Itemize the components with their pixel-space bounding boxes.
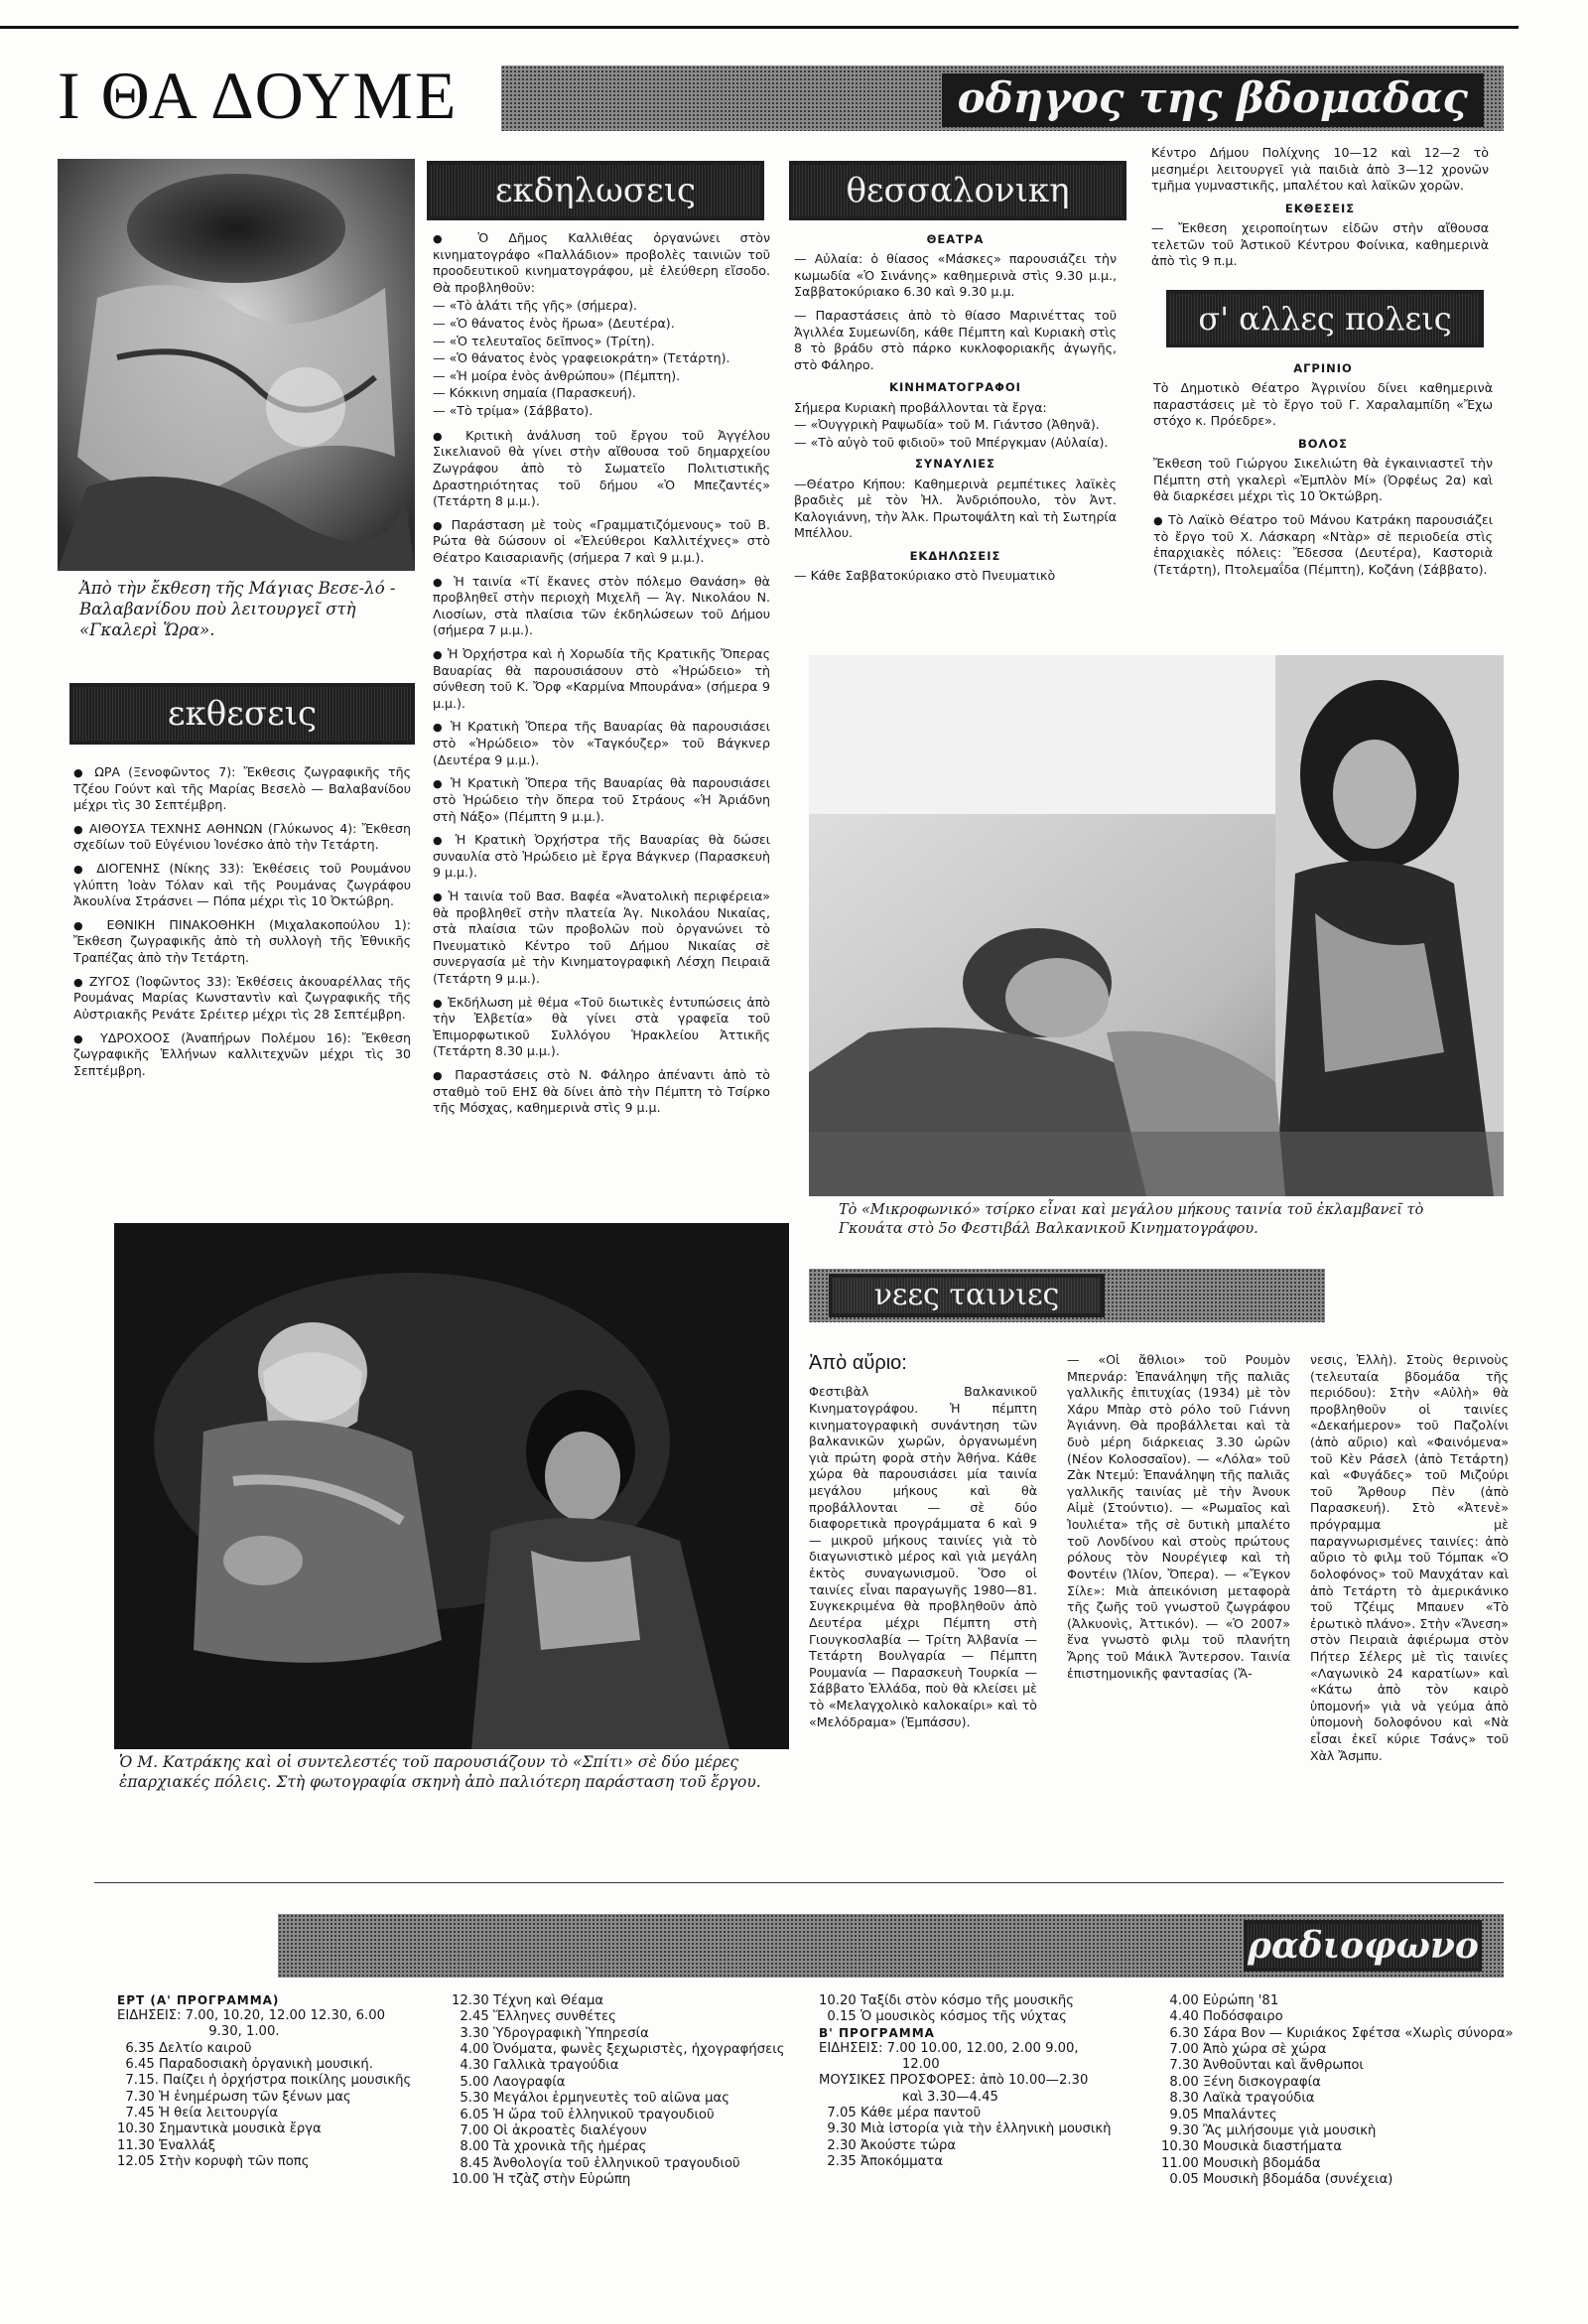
volos-subhead: ΒΟΛΟΣ: [1297, 437, 1349, 451]
radio-schedule-line: 4.00 Εὐρώπη '81: [1161, 1993, 1279, 2008]
film-item: — «Ἡ μοίρα ἑνὸς ἀνθρώπου» (Πέμπτη).: [433, 367, 681, 383]
radio-schedule-line: ΕΙΔΗΣΕΙΣ: 7.00 10.00, 12.00, 2.00 9.00,: [819, 2040, 1079, 2056]
event-item: ● Ἡ Κρατικὴ Ὄπερα τῆς Βαυαρίας θὰ παρουσιάσει στὸ Ἡρώδειο τὴν ὄπερα τοῦ Στράους «Ἡ Ἀριάδνη στὴ Νάξο» (Πέμπτη 9 μ.μ.).: [433, 775, 770, 825]
event-intro: ● Ὁ Δῆμος Καλλιθέας ὀργανώνει στὸν κινηματογράφο «Παλλάδιον» προβολὲς ταινιῶν τοῦ προοδευτικοῦ κινηματογράφου, μὲ ἐλεύθερη εἴσοδο. Θὰ προβληθοῦν:: [433, 230, 770, 296]
new-films-column-3: [1310, 1352, 1509, 1771]
ektheseis-column: [73, 764, 411, 1086]
film-item: — «Ὁ θάνατος ἑνὸς ἥρωα» (Δευτέρα).: [433, 316, 675, 332]
radio-schedule-line: 7.45 Ἡ θεία λειτουργία: [117, 2106, 279, 2121]
radio-schedule-line: 7.00 Οἱ ἀκροατὲς διαλέγουν: [452, 2122, 647, 2138]
agrinio-subhead: ΑΓΡΙΝΙΟ: [1293, 361, 1353, 375]
theatre-scene-photo: [114, 1223, 789, 1749]
theatre-scene-caption: Ὁ Μ. Κατράκης καὶ οἱ συντελεστές τοῦ παρουσιάζουν τὸ «Σπίτι» σὲ δύο μέρες ἐπαρχιακές πόλεις. Στὴ φωτογραφία σκηνὴ ἀπὸ παλιότερη παράσταση τοῦ ἔργου.: [119, 1753, 761, 1791]
event-item: ● Παραστάσεις στὸ Ν. Φάληρο ἀπέναντι ἀπὸ τὸ σταθμὸ τοῦ ΕΗΣ θὰ δίνει ἀπὸ τὴν Πέμπτη τὸ Τσίρκο τῆς Μόσχας, καθημερινὰ στὶς 9 μ.μ.: [433, 1067, 770, 1117]
radio-schedule-line: 8.45 Ἀνθολογία τοῦ ἑλληνικοῦ τραγουδιοῦ: [452, 2155, 740, 2171]
film-item: — «Τὸ τρίμα» (Σάββατο).: [433, 403, 594, 419]
radio-column-1: [117, 1993, 445, 2170]
section-header-nees-tainies: νεες ταινιες: [829, 1274, 1105, 1317]
radio-schedule-line: 9.30 Μιὰ ἱστορία γιὰ τὴν ἑλληνικὴ μουσικὴ: [819, 2121, 1112, 2137]
concert-item: —Θέατρο Κήπου: Καθημερινὰ ρεμπέτικες λαϊκὲς βραδιὲς μὲ τὸν Ἠλ. Ἀνδριόπουλο, τὸν Ἀντ. Καλογιάννη, τὴν Ἀλκ. Πρωτοψάλτη καὶ τὴ Σωτηρία Μπέλλου.: [794, 476, 1117, 541]
section-header-radiofono: ραδιοφωνο: [1244, 1920, 1482, 1972]
events-subhead: ΕΚΔΗΛΩΣΕΙΣ: [909, 549, 1001, 564]
radio-schedule-line: 11.30 Ἐναλλάξ: [117, 2137, 216, 2153]
weekly-guide-label: οδηγος της βδομαδας: [942, 73, 1484, 127]
laiko-theatro-item: ● Τὸ Λαϊκὸ Θέατρο τοῦ Μάνου Κατράκη παρουσιάζει τὸ ἔργο τοῦ Χ. Λάσκαρη «Ντὰρ» σὲ περιοδεία στὶς ἐπαρχιακὲς πόλεις: Ἔδεσσα (Δευτέρα), Καστοριὰ (Τετάρτη), Πτολεμαΐδα (Πέμπτη), Κοζάνη (Σάββατο).: [1153, 512, 1493, 578]
radio-schedule-line: 6.05 Ἡ ὥρα τοῦ ἑλληνικοῦ τραγουδιοῦ: [452, 2107, 715, 2122]
exhibitions-subhead: ΕΚΘΕΣΕΙΣ: [1284, 201, 1356, 215]
exhibition-item: ● ΕΘΝΙΚΗ ΠΙΝΑΚΟΘΗΚΗ (Μιχαλακοπούλου 1): Ἔκθεση ζωγραφικῆς ἀπὸ τὴ συλλογὴ τῆς Ἐθνικῆς Τραπέζας ἀπὸ τὴν Τετάρτη.: [73, 917, 411, 967]
radio-schedule-line: 8.00 Ξένη δισκογραφία: [1161, 2074, 1321, 2090]
exhibition-photo-caption: Ἀπὸ τὴν ἔκθεση τῆς Μάγιας Βεσε-λό - Βαλαβανίδου ποὺ λειτουργεῖ στὴ «Γκαλερὶ Ὥρα».: [79, 579, 396, 640]
section-divider: [94, 1882, 1504, 1883]
radio-schedule-line: 10.30 Σημαντικὰ μουσικὰ ἔργα: [117, 2121, 322, 2137]
right-column-top: [1151, 145, 1489, 277]
thessaloniki-column: [794, 226, 1117, 592]
radio-schedule-line: 2.45 Ἕλληνες συνθέτες: [452, 2009, 616, 2025]
masthead-title: Ι ΘΑ ΔΟΥΜΕ: [58, 58, 459, 133]
section-header-thessaloniki: θεσσαλονικη: [789, 161, 1126, 220]
agrinio-item: Τὸ Δημοτικὸ Θέατρο Ἀγρινίου δίνει καθημερινὰ παραστάσεις μὲ τὸ ἔργο τοῦ Γ. Χαραλαμπίδη «Ἔχω στόχο κ. Πρόεδρε».: [1153, 380, 1493, 429]
radio-column-2: [452, 1993, 799, 2188]
cinema-item: — «Τὸ αὐγὸ τοῦ φιδιοῦ» τοῦ Μπέργκμαν (Αὐλαία).: [794, 434, 1109, 450]
exhibition-item: ● ΩΡΑ (Ξενοφῶντος 7): Ἔκθεσις ζωγραφικῆς τῆς Τζέου Γούντ καὶ τῆς Μαρίας Βεσελὸ — Βαλαβανίδου μέχρι τὶς 30 Σεπτέμβρη.: [73, 764, 411, 814]
radio-schedule-line: 7.30 Ἀνθοῦνται καὶ ἄνθρωποι: [1161, 2058, 1364, 2074]
exhibition-item: ● ΥΔΡΟΧΟΟΣ (Ἀναπήρων Πολέμου 16): Ἔκθεση ζωγραφικῆς Ἑλλήνων καλλιτεχνῶν μέχρι τὶς 30 Σεπτέμβρη.: [73, 1030, 411, 1080]
event-item: ● Ἡ ταινία «Τί ἔκανες στὸν πόλεμο Θανάση» θὰ προβληθεῖ στὴν περιοχὴ Μιχελῆ — Ἁγ. Νικολάου Ν. Λιοσίων, στὰ πλαίσια τῶν ἐκδηλώσεων τοῦ Δήμου (σήμερα 7 μ.μ.).: [433, 574, 770, 639]
section-band-radiofono: [278, 1914, 1504, 1978]
radio-schedule-line: 11.00 Μουσικὴ βδομάδα: [1161, 2155, 1321, 2171]
film-item: — Κόκκινη σημαία (Παρασκευή).: [433, 385, 636, 401]
radio-schedule-line: 6.30 Σάρα Βον — Κυριάκος Σφέτσα «Χωρὶς σύνορα»: [1161, 2025, 1514, 2041]
radio-schedule-line: 0.05 Μουσικὴ βδομάδα (συνέχεια): [1161, 2171, 1393, 2187]
radio-column-3: [819, 1993, 1156, 2170]
radio-schedule-line: 8.00 Τὰ χρονικὰ τῆς ἡμέρας: [452, 2139, 647, 2155]
exhibition-item: ● ΑΙΘΟΥΣΑ ΤΕΧΝΗΣ ΑΘΗΝΩΝ (Γλύκωνος 4): Ἔκθεση σχεδίων τοῦ Εὐγένιου Ἰονέσκο ἀπὸ τὴν Τετάρτη.: [73, 821, 411, 854]
top-rule: [0, 26, 1519, 29]
radio-schedule-line: 10.30 Μουσικὰ διαστήματα: [1161, 2139, 1343, 2155]
radio-schedule-line: 4.30 Γαλλικὰ τραγούδια: [452, 2058, 619, 2074]
radio-schedule-line: 6.45 Παραδοσιακὴ ὀργανικὴ μουσική.: [117, 2056, 373, 2072]
radio-schedule-line: 8.30 Λαϊκὰ τραγούδια: [1161, 2091, 1315, 2107]
exhibition-item: ● ΖΥΓΟΣ (Ἰοφῶντος 33): Ἐκθέσεις ἀκουαρέλλας τῆς Ρουμάνας Μαρίας Κωνσταντὶν καὶ ζωγραφικῆς τῆς Αὐστριακῆς Ρενάτε Σρέιτερ μέχρι τὶς 28 Σεπτέμβρη.: [73, 974, 411, 1024]
new-films-text: — «Οἱ ἄθλιοι» τοῦ Ρουμὸν Μπερνάρ: Ἐπανάληψη τῆς παλιᾶς γαλλικῆς ἐπιτυχίας (1934) μὲ τὸν Χάρυ Μπὰρ στὸ ρόλο τοῦ Γιάννη Ἀγιάννη. Θὰ προβάλλεται καὶ τὰ δυὸ μέρη διάρκειας 3.30 ὡρῶν (Νέον Κολοσσαῖον). — «Λόλα» τοῦ Ζὰκ Ντεμύ: Ἐπανάληψη τῆς παλιᾶς γαλλικῆς ταινίας μὲ τὴν Ἀνουκ Αἰμὲ (Στούντιο). — «Ρωμαῖος καὶ Ἰουλιέτα» τῆς σὲ δυτικὴ μπαλέτο τοῦ Λονδίνου καὶ στοὺς πρώτους ρόλους τὸν Νουρέγιεφ καὶ τὴ Φοντέιν (Ἰλίον, Ὄπερα). — «Ἔγκον Σίλε»: Μιὰ ἀπεικόνιση μεταφορὰ τῆς ζωῆς τοῦ γνωστοῦ ζωγράφου (Ἀλκυονὶς, Ἀττικόν). — «Ὁ 2007» ἕνα γνωστὸ φιλμ τοῦ πλανήτη Ἄρης τοῦ Μάικλ Ἄντερσον. Ταινία ἐπιστημονικῆς φαντασίας (Ἄ-: [1067, 1352, 1290, 1681]
radio-schedule-line: 10.20 Ταξίδι στὸν κόσμο τῆς μουσικῆς: [819, 1993, 1075, 2008]
radio-column-4: [1161, 1993, 1514, 2188]
exhibition-photo: [58, 159, 415, 571]
alles-poleis-column: [1153, 355, 1493, 585]
event-item: ● Ἡ ταινία τοῦ Βασ. Βαφέα «Ἀνατολικὴ περιφέρεια» θὰ προβληθεῖ στὴν πλατεία Ἁγ. Νικολάου Νικαίας, στὰ πλαίσια τῶν προβολῶν ποὺ ὀργανώνει τὸ Πνευματικὸ Κέντρο τοῦ Δήμου Νικαίας σὲ συνεργασία μὲ τὴν Κινηματογραφικὴ Λέσχη Πειραιᾶ (Τετάρτη 9 μ.μ.).: [433, 889, 770, 988]
radio-schedule-line: 12.00: [819, 2056, 940, 2072]
exhibition-item: — Ἔκθεση χειροποίητων εἰδῶν στὴν αἴθουσα τελετῶν τοῦ Ἀστικοῦ Κέντρου Φοίνικα, καθημερινὰ ἀπὸ τὶς 9 π.μ.: [1151, 220, 1489, 269]
new-films-heading: Ἀπὸ αὔριο:: [809, 1352, 907, 1374]
ekdiloseis-column: [433, 230, 770, 1124]
new-films-text: νεσις, Ἑλλὴ). Στοὺς θερινοὺς (τελευταία βδομάδα τῆς περιόδου): Στὴν «Αὐλὴ» θὰ προβληθοῦν οἱ ταινίες «Δεκαήμερον» τοῦ Παζολίνι (ἀπὸ αὔριο) καὶ «Φαινόμενα» τοῦ Κὲν Ράσελ (ἀπὸ Τετάρτη) καὶ «Φυγάδες» τοῦ Μιζούρι τοῦ Ἄρθουρ Πὲν (ἀπὸ Παρασκευή). Στὸ «Ἀτενὲ» πρόγραμμα μὲ παραγνωρισμένες ταινίες: ἀπὸ αὔριο τὸ φιλμ τοῦ Τόμπακ «Ὁ δολοφόνος» τοῦ Μανχάταν καὶ ἀπὸ Τετάρτη τὸ ἀμερικάνικο τοῦ Τζέιμς Μπαυεν «Τὸ ἐρωτικὸ πλάνο». Στὴν «Ἄνεση» στὸν Πειραιὰ ἀφιέρωμα στὸν Πήτερ Σέλερς μὲ τὶς ταινίες «Λαγωνικὸ 24 καρατίων» καὶ «Κάτω ἀπὸ τὸν καιρὸ ὑπομονή» γιὰ νὰ γεύμα ἀπὸ ὑπομονὴ δολοφόνου καὶ «Νὰ εἶσαι ἐκεῖ κύριε Τσάνς» τοῦ Χὰλ Ἄσμπυ.: [1310, 1352, 1509, 1763]
radio-schedule-line: 7.05 Κάθε μέρα παντοῦ: [819, 2106, 982, 2121]
radio-schedule-line: 12.30 Τέχνη καὶ Θέαμα: [452, 1993, 604, 2008]
film-still-caption: Τὸ «Μικροφωνικό» τσίρκο εἶναι καὶ μεγάλου μήκους ταινία τοῦ ἐκλαμβανεῖ τὸ Γκουάτα στὸ 5ο Φεστιβάλ Βαλκανικοῦ Κινηματογράφου.: [839, 1202, 1424, 1237]
event-item: ● Παράσταση μὲ τοὺς «Γραμματιζόμενους» τοῦ Β. Ρώτα θὰ δώσουν οἱ «Ἐλεύθεροι Καλλιτέχνες» στὸ Θέατρο Καισαριανῆς (σήμερα 7 καὶ 9 μ.μ.).: [433, 517, 770, 567]
event-item: ● Ἡ Ὀρχήστρα καὶ ἡ Χορωδία τῆς Κρατικῆς Ὄπερας Βαυαρίας θὰ παρουσιάσουν στὸ «Ἡρώδειο» τὴ σύνθεση τοῦ Κ. Ὄρφ «Καρμίνα Μπουράνα» (σήμερα 9 μ.μ.).: [433, 646, 770, 712]
radio-program-heading: ΕΡΤ (Α' ΠΡΟΓΡΑΜΜΑ): [117, 1993, 280, 2007]
radio-schedule-line: 3.30 Ὑδρογραφικὴ Ὑπηρεσία: [452, 2025, 649, 2041]
radio-schedule-line: 6.35 Δελτίο καιροῦ: [117, 2040, 252, 2056]
film-item: — «Ὁ θάνατος ἑνὸς γραφειοκράτη» (Τετάρτη).: [433, 350, 730, 366]
new-films-text: Φεστιβὰλ Βαλκανικοῦ Κινηματογράφου. Ἡ πέμπτη κινηματογραφικὴ συνάντηση τῶν βαλκανικῶν χωρῶν, ὀργανωμένη γιὰ πρώτη φορὰ στὴν Ἀθήνα. Κάθε χώρα θὰ παρουσιάσει μία ταινία μεγάλου μήκους καὶ θὰ προβάλλονται — σὲ δύο διαφορετικὰ προγράμματα 6 καὶ 9 — μικροῦ μήκους ταινίες γιὰ τὸ διαγωνιστικὸ μέρος καὶ γιὰ μεγάλη ἐκτὸς συναγωνισμοῦ. Ὅσο οἱ ταινίες εἶναι παραγωγῆς 1980—81. Συγκεκριμένα θὰ προβληθοῦν ἀπὸ Δευτέρα μέχρι Πέμπτη στὴ Γιουγκοσλαβία — Τρίτη Ἀλβανία — Τετάρτη Βουλγαρία — Πέμπτη Ρουμανία — Παρασκευὴ Τουρκία — Σάββατο Ἑλλάδα, ποὺ θὰ κλείσει μὲ τὸ «Μελαγχολικὸ καλοκαίρι» καὶ τὸ «Μελόδραμα» (Ἐμπάσσυ).: [809, 1384, 1037, 1729]
radio-schedule-line: 9.30 Ἂς μιλήσουμε γιὰ μουσικὴ: [1161, 2122, 1377, 2138]
radio-schedule-line: 5.00 Λαογραφία: [452, 2074, 566, 2090]
film-still-photo: [809, 655, 1504, 1196]
radio-schedule-line: 2.30 Ἀκούστε τώρα: [819, 2137, 957, 2153]
radio-schedule-line: 7.00 Ἀπὸ χώρα σὲ χώρα: [1161, 2042, 1327, 2058]
polichni-item: Κέντρο Δήμου Πολίχνης 10—12 καὶ 12—2 τὸ μεσημέρι λειτουργεῖ γιὰ παιδιὰ ἀπὸ 3—12 χρονῶν τμῆμα γυμναστικῆς, μπαλέτου καὶ λαϊκῶν χορῶν.: [1151, 145, 1489, 194]
radio-schedule-line: 7.30 Ἡ ἐνημέρωση τῶν ξένων μας: [117, 2089, 351, 2105]
cinema-item: — «Ὀυγγρικὴ Ραψωδία» τοῦ Μ. Γιάντσο (Ἀθηνᾶ).: [794, 417, 1100, 433]
theatres-subhead: ΘΕΑΤΡΑ: [926, 232, 985, 246]
radio-program-heading: Β' ΠΡΟΓΡΑΜΜΑ: [819, 2025, 935, 2040]
film-item: — «Ὁ τελευταῖος δεῖπνος» (Τρίτη).: [433, 333, 655, 348]
radio-schedule-line: ΕΙΔΗΣΕΙΣ: 7.00, 10.20, 12.00 12.30, 6.00: [117, 2007, 386, 2023]
concerts-subhead: ΣΥΝΑΥΛΙΕΣ: [915, 457, 995, 472]
radio-schedule-line: 0.15 Ὁ μουσικὸς κόσμος τῆς νύχτας: [819, 2009, 1067, 2025]
radio-schedule-line: 12.05 Στὴν κορυφὴ τῶν ποπς: [117, 2154, 310, 2170]
section-header-ektheseis: εκθεσεις: [69, 683, 415, 745]
cinemas-subhead: ΚΙΝΗΜΑΤΟΓΡΑΦΟΙ: [889, 380, 1021, 395]
radio-schedule-line: 9.05 Μπαλάντες: [1161, 2107, 1277, 2122]
radio-schedule-line: 9.30, 1.00.: [117, 2024, 280, 2040]
event-item: ● Ἡ Κρατικὴ Ὀρχήστρα τῆς Βαυαρίας θὰ δώσει συναυλία στὸ Ἡρώδειο μὲ ἔργα Βάγκνερ (Παρασκευὴ 9 μ.μ.).: [433, 832, 770, 882]
theatre-item: — Παραστάσεις ἀπὸ τὸ θίασο Μαρινέττας τοῦ Ἀγιλλέα Συμεωνίδη, κάθε Πέμπτη καὶ Κυριακὴ στὶς 8 τὸ βράδυ στὸ πάρκο κυκλοφοριακῆς ἀγωγῆς, στὸ Φάληρο.: [794, 308, 1117, 372]
radio-schedule-line: 5.30 Μεγάλοι ἑρμηνευτὲς τοῦ αἰῶνα μας: [452, 2091, 729, 2107]
exhibition-item: ● ΔΙΟΓΕΝΗΣ (Νίκης 33): Ἐκθέσεις τοῦ Ρουμάνου γλύπτη Ἰοὰν Τόλαν καὶ τῆς Ρουμάνας ζωγράφου Ἀκουλίνα Στράσνει — Πόπα μέχρι τὶς 10 Ὀκτώβρη.: [73, 861, 411, 910]
section-header-ekdiloseis: εκδηλωσεις: [427, 161, 764, 220]
theatre-item: — Αὐλαία: ὁ θίασος «Μάσκες» παρουσιάζει τὴν κωμωδία «Ὁ Σινάνης» καθημερινὰ στὶς 9.30 μ.μ., Σαββατοκύριακο 6.30 καὶ 9.30 μ.μ.: [794, 251, 1117, 300]
section-header-alles-poleis: σ' αλλες πολεις: [1166, 290, 1484, 347]
section-band-nees-tainies: [809, 1269, 1325, 1322]
radio-schedule-line: 7.15. Παίζει ἡ ὀρχήστρα ποικίλης μουσικῆς: [117, 2073, 412, 2089]
new-films-column-1: [809, 1350, 1037, 1737]
event-item: ● Ἡ Κρατικὴ Ὄπερα τῆς Βαυαρίας θὰ παρουσιάσει στὸ «Ἡρώδειο» τὸν «Ταγκόυζερ» τοῦ Βάγκνερ (Δευτέρα 9 μ.μ.).: [433, 719, 770, 768]
event-item: ● Κριτικὴ ἀνάλυση τοῦ ἔργου τοῦ Ἀγγέλου Σικελιανοῦ θὰ γίνει στὴν αἴθουσα τοῦ δημαρχείου Ζωγράφου ἀπὸ τὸ Σωματεῖο Πολιτιστικῆς Δραστηριότητας τοῦ δήμου «Ὁ Μπεζαντές» (Τετάρτη 8 μ.μ.).: [433, 428, 770, 510]
cinema-item: Σήμερα Κυριακὴ προβάλλονται τὰ ἔργα:: [794, 399, 1047, 415]
radio-schedule-line: ΜΟΥΣΙΚΕΣ ΠΡΟΣΦΟΡΕΣ: ἀπὸ 10.00—2.30: [819, 2073, 1089, 2089]
radio-schedule-line: 10.00 Ἡ τζὰζ στὴν Εὐρώπη: [452, 2171, 631, 2187]
event-item: ● Ἐκδήλωση μὲ θέμα «Τοῦ διωτικὲς ἐντυπώσεις ἀπὸ τὴν Ἐλβετία» θὰ γίνει στὰ γραφεῖα τοῦ Ἐπιμορφωτικοῦ Συλλόγου Ἡρακλείου Ἀττικῆς (Τετάρτη 8.30 μ.μ.).: [433, 995, 770, 1060]
radio-schedule-line: καὶ 3.30—4.45: [819, 2089, 998, 2105]
film-item: — «Τὸ ἁλάτι τῆς γῆς» (σήμερα).: [433, 298, 638, 314]
event-item: — Κάθε Σαββατοκύριακο στὸ Πνευματικὸ: [794, 568, 1056, 584]
radio-schedule-line: 2.35 Ἀποκόμματα: [819, 2154, 943, 2170]
radio-schedule-line: 4.40 Ποδόσφαιρο: [1161, 2009, 1283, 2025]
radio-schedule-line: 4.00 Ὀνόματα, φωνὲς ξεχωριστὲς, ἠχογραφήσεις: [452, 2042, 785, 2058]
volos-item: Ἔκθεση τοῦ Γιώργου Σικελιώτη θὰ ἐγκαινιαστεῖ τὴν Πέμπτη στὴ γκαλερὶ «Ἐμπλὸν Μί» (Ὀρφέως 2α) καὶ θὰ διαρκέσει μέχρι τὶς 10 Ὀκτώβρη.: [1153, 456, 1493, 504]
masthead-band: [501, 66, 1504, 131]
new-films-column-2: [1067, 1352, 1290, 1689]
